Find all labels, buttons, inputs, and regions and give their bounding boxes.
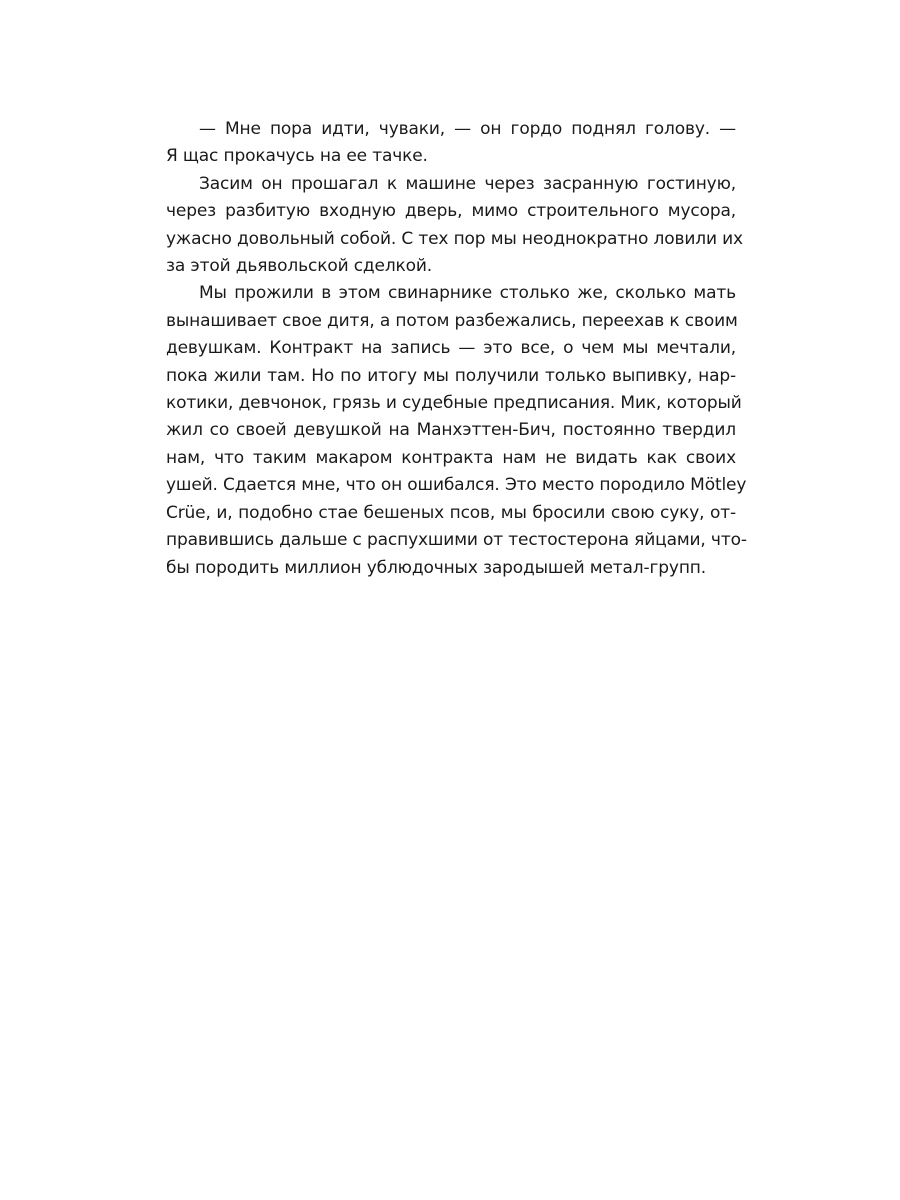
text-line: жил со своей девушкой на Манхэттен-Бич, постоянно твердил <box>166 420 736 441</box>
text-line: Crüe, и, подобно стае бешеных псов, мы бросили свою суку, от- <box>166 502 736 523</box>
text-line: за этой дьявольской сделкой. <box>166 256 433 277</box>
paragraph-3 <box>166 280 747 581</box>
text-line: нам, что таким макаром контракта нам не видать как своих <box>166 447 736 468</box>
text-line: через разбитую входную дверь, мимо строительного мусора, <box>166 201 736 222</box>
text-line: — Мне пора идти, чуваки, — он гордо поднял голову. — <box>199 119 736 139</box>
text-line: девушкам. Контракт на запись — это все, о чем мы мечтали, <box>166 338 736 359</box>
text-line: правившись дальше с распухшими от тестостерона яйцами, что- <box>166 530 747 551</box>
text-line: ушей. Сдается мне, что он ошибался. Это место породило Mötley <box>166 475 747 496</box>
text-line: котики, девчонок, грязь и судебные предписания. Мик, который <box>166 393 742 414</box>
text-line: Я щас прокачусь на ее тачке. <box>166 146 428 167</box>
text-line: Мы прожили в этом свинарнике столько же, сколько мать <box>199 283 736 304</box>
text-line: пока жили там. Но по итогу мы получили только выпивку, нар- <box>166 365 736 386</box>
paragraph-1 <box>166 116 736 171</box>
text-line: бы породить миллион ублюдочных зародышей метал-групп. <box>166 557 707 578</box>
text-line: ужасно довольный собой. С тех пор мы неоднократно ловили их <box>166 228 743 249</box>
body-text <box>166 116 747 582</box>
text-line: вынашивает свое дитя, а потом разбежались, переехав к своим <box>166 310 738 331</box>
text-line: Засим он прошагал к машине через засранную гостиную, <box>199 173 736 194</box>
paragraph-2 <box>166 171 743 281</box>
